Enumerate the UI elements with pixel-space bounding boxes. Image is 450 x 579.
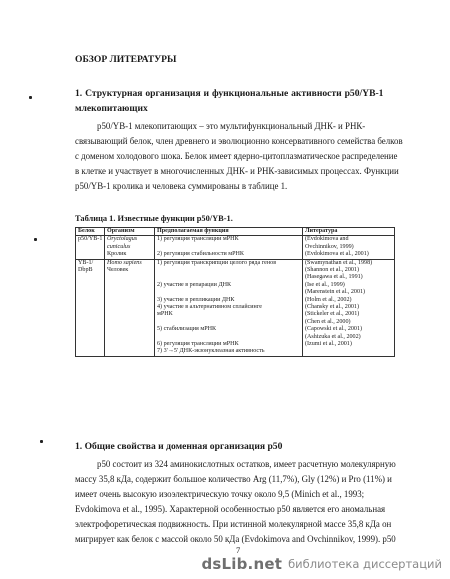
- cell-text: (Shannon et al., 2001): [305, 267, 359, 274]
- table-cell-function: [155, 259, 303, 356]
- paragraph-line: p50/YB-1 млекопитающих – это мультифункциональный ДНК- и РНК-: [97, 121, 366, 131]
- functions-table: [75, 227, 395, 357]
- table-cell-literature: [303, 236, 395, 259]
- paragraph-line: мигрирует как белок с массой около 50 кДа (Evdokimova and Ovchinnikov, 1999). p50: [75, 534, 396, 545]
- cell-text: p50/YB-1: [78, 236, 103, 243]
- cell-text: (Evdokimova and: [305, 236, 349, 243]
- cell-text: (Chen et al., 2000): [305, 318, 351, 325]
- scan-mark: [34, 238, 37, 241]
- subsection-heading-1-line: 1. Структурная организация и функциональные активности p50/YB-1: [75, 88, 384, 99]
- cell-text: (Izumi et al., 2001): [305, 341, 352, 348]
- paragraph-line: электрофоретическая подвижность. При истинной молекулярной массе 35,8 кДа он: [75, 519, 392, 530]
- paragraph-line: с доменом холодового шока. Белок имеет ядерно-цитоплазматическое распределение: [75, 151, 398, 162]
- cell-text: Человек: [107, 267, 129, 274]
- cell-text: 1) регуляция транскрипции целого ряда генов: [157, 259, 277, 266]
- table-header-organism: Организм: [105, 228, 155, 236]
- table-cell-organism: [105, 259, 155, 356]
- cell-text: (Evdokimova et al., 2001): [305, 251, 369, 258]
- scan-mark: [29, 96, 32, 99]
- table-cell-literature: [303, 259, 395, 356]
- cell-text: 2) регуляция стабильности мРНК: [157, 251, 244, 258]
- paragraph-2: [75, 457, 396, 548]
- cell-text: (Holm et al., 2002): [305, 296, 352, 303]
- paragraph-1: [75, 119, 403, 194]
- cell-text: 3) участие в репликации ДНК: [157, 296, 235, 303]
- cell-text: мРНК: [157, 311, 173, 318]
- scan-mark: [40, 440, 43, 443]
- cell-text: 7) 3'→5' ДНК-экзонуклеазная активность: [157, 348, 265, 355]
- table-cell-organism: [105, 236, 155, 259]
- table-caption: [75, 214, 233, 223]
- table-header-function: Предполагаемая функция: [155, 228, 303, 236]
- table-cell-protein: [76, 259, 105, 356]
- cell-text: YB-1/: [78, 259, 94, 266]
- subsection-heading-2: 1. Общие свойства и доменная организация p50: [75, 441, 283, 452]
- cell-text: Кролик: [107, 251, 127, 258]
- cell-text: Oryctolagus: [107, 236, 138, 243]
- table-header-row: [76, 228, 395, 236]
- cell-text: cuniculus: [107, 243, 131, 250]
- paragraph-line: p50 состоит из 324 аминокислотных остатков, имеет расчетную молекулярную: [97, 459, 396, 469]
- cell-text: (Capowski et al., 2001): [305, 326, 363, 333]
- watermark-logo-text: dsLib.net: [201, 555, 283, 573]
- watermark-logo: [201, 555, 282, 573]
- cell-text: 4) участие в альтернативном сплайсинге: [157, 304, 262, 311]
- cell-text: 1) регуляция трансляции мРНК: [157, 236, 239, 243]
- table-cell-function: [155, 236, 303, 259]
- table-row: [76, 236, 395, 259]
- table-header-literature: Литература: [303, 228, 395, 236]
- watermark-text: библиотека диссертаций: [288, 557, 442, 571]
- cell-text: DbpB: [78, 267, 93, 274]
- cell-text: (Swamynathan et al., 1998): [305, 259, 373, 266]
- subsection-heading-1-line: млекопитающих: [75, 103, 148, 114]
- cell-text: (Chansky et al., 2001): [305, 304, 359, 311]
- table-caption-text: Таблица 1. Известные функции p50/YB-1.: [75, 214, 233, 223]
- paragraph-line: Evdokimova et al., 1995). Характерной особенностью p50 является его аномальная: [75, 504, 386, 515]
- cell-text: (Marenstein et al., 2001): [305, 289, 366, 296]
- paragraph-line: p50/YB-1 кролика и человека суммированы в таблице 1.: [75, 181, 288, 192]
- table-row: [76, 259, 395, 356]
- section-title: ОБЗОР ЛИТЕРАТУРЫ: [75, 54, 177, 65]
- paragraph-line: массу 35,8 кДа, содержит большое количество Arg (11,7%), Gly (12%) и Pro (11%) и: [75, 474, 392, 485]
- cell-text: (Ise et al., 1999): [305, 281, 345, 288]
- cell-text: Homo sapiens: [107, 259, 142, 266]
- cell-text: 6) регуляция трансляции мРНК: [157, 341, 239, 348]
- cell-text: Ovchinnikov, 1999): [305, 243, 354, 250]
- table-cell-protein: [76, 236, 105, 259]
- watermark: [201, 553, 442, 575]
- paragraph-line: в клетке и участвует в многочисленных ДНК- и РНК-зависимых процессах. Функции: [75, 166, 399, 177]
- cell-text: 5) стабилизация мРНК: [157, 326, 217, 333]
- cell-text: 2) участие в репарации ДНК: [157, 281, 232, 288]
- page-number: 7: [236, 545, 241, 555]
- cell-text: (Ashizuka et al., 2002): [305, 333, 361, 340]
- cell-text: (Hasegawa et al., 1991): [305, 274, 363, 281]
- table-header-protein: Белок: [76, 228, 105, 236]
- paragraph-line: связывающий белок, член древнего и эволюционно консервативного семейства белков: [75, 136, 403, 147]
- cell-text: (Stickeler et al., 2001): [305, 311, 360, 318]
- subsection-heading-1: [75, 86, 388, 116]
- paragraph-line: имеет очень высокую изоэлектрическую точку около 9,5 (Minich et al., 1993;: [75, 489, 365, 500]
